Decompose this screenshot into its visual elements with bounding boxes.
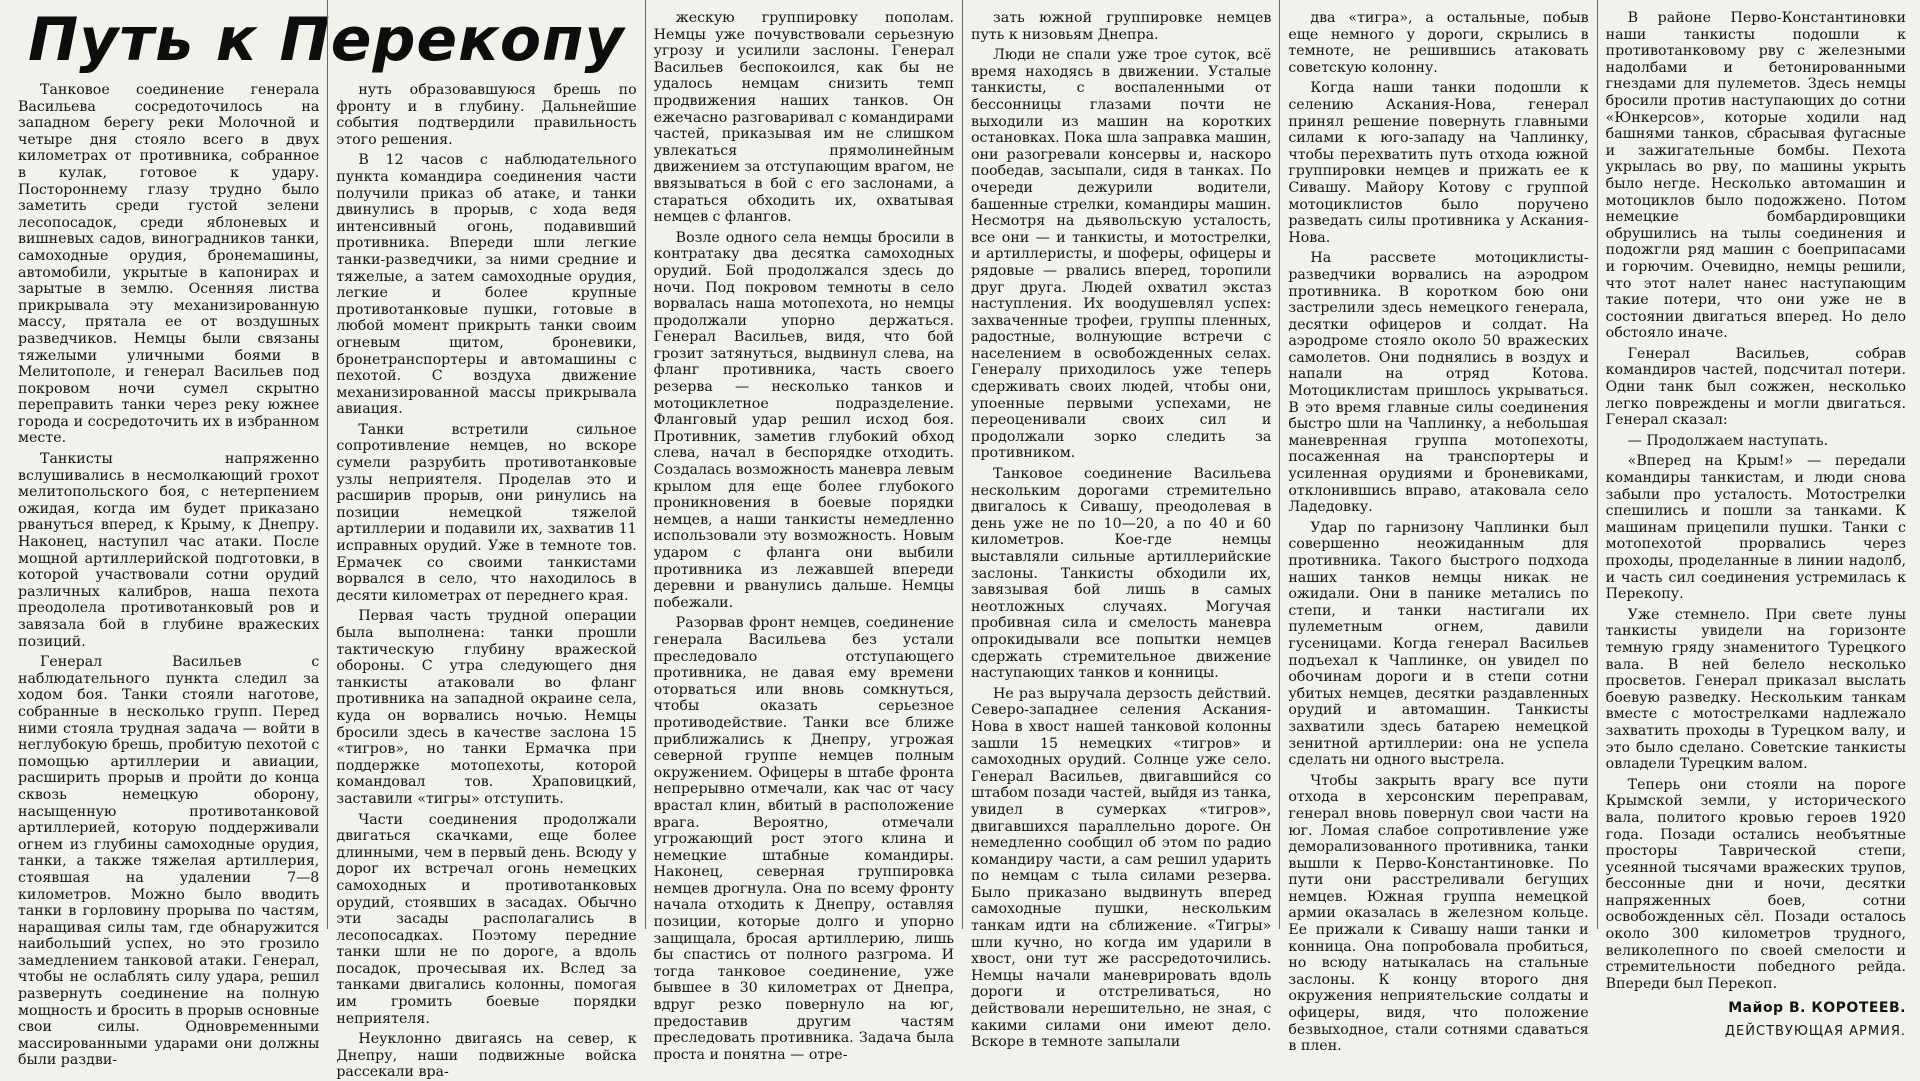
paragraph: жескую группировку пополам. Немцы уже почувствовали серьезную угрозу и усилили заслоны. Генерал Васильев беспокоился, как бы не удалось немцам снизить темп продвижения наших танков. Он ежечасно разговаривал с командирами частей, приказывая им не слишком увлекаться прямолинейным движением за отступающим врагом, не ввязываться в бой с его заслонами, а стараться обходить их, охватывая немцев с флангов. [653,10,954,226]
column-text [1606,10,1906,992]
paragraph: Люди не спали уже трое суток, всё время находясь в движении. Усталые танкисты, с воспаленными от бессонницы глазами почти не выходили из машин на коротких остановках. Пока шла заправка машин, они разогревали консервы и, наскоро пообедав, засыпали, сидя в танках. По очереди дежурили водители, башенные стрелки, командиры машин. Несмотря на дьявольскую усталость, все они — и танкисты, и мотострелки, и артиллеристы, и шоферы, офицеры и рядовые — рвались вперед, торопили друг друга. Людей охватил экстаз наступления. Их воодушевлял успех: захваченные трофеи, группы пленных, радостные, волнующие встречи с населением в освобожденных селах. Генералу приходилось уже теперь сдерживать своих людей, чтобы они, упоенные первыми успехами, не переоценивали своих сил и продолжали зорко следить за противником. [971,47,1272,462]
text-column-6 [1597,0,1914,1040]
paragraph: Танкисты напряженно вслушивались в несмолкающий грохот мелитопольского боя, с нетерпением ожидая, когда им будет приказано рвануться вперед, к Крыму, к Днепру. Наконец, наступил час атаки. После мощной артиллерийской подготовки, в которой участвовали сотни орудий различных калибров, наша пехота преодолела противотанковый ров и завязала бой в глубине вражеских позиций. [18,451,320,650]
paragraph: два «тигра», а остальные, побыв еще немного у дороги, скрылись в темноте, не решившись атаковать советскую колонну. [1288,10,1589,76]
column-text [971,10,1271,1051]
paragraph: «Вперед на Крым!» — передали командиры танкистам, и люди снова забыли про усталость. Мотострелки спешились и пошли за танками. К машинам прицепили пушки. Танки с мотопехотой прорвались через проходы, проделанные в линии надолб, и часть сил соединения устремилась к Перекопу. [1605,453,1906,603]
paragraph: Танковое соединение Васильева нескольким дорогами стремительно двигалось к Сивашу, преодолевая в день уже не по 10—20, а по 40 и 60 километров. Кое-где немцы выставляли сильные артиллерийские заслоны. Танкисты обходили их, завязывая бой лишь в самых неотложных случаях. Могучая пробивная сила и смелость маневра опрокидывали все попытки немцев сдержать стремительное движение наступающих танков и конницы. [971,466,1272,682]
paragraph: Когда наши танки подошли к селению Аскания-Нова, генерал принял решение повернуть главными силами к юго-западу на Чаплинку, чтобы перехватить путь отхода южной группировки немцев и прижать ее к Сивашу. Майору Котову с группой мотоциклистов было поручено разведать силы противника у Аскания-Нова. [1288,80,1589,246]
paragraph: Разорвав фронт немцев, соединение генерала Васильева без устали преследовало отступающего противника, не давая ему времени оторваться или вновь сомкнуться, чтобы оказать серьезное противодействие. Танки все ближе приближались к Днепру, угрожая северной группе немцев полным окружением. Офицеры в штабе фронта непрерывно отмечали, как час от часу врастал клин, вбитый в расположение врага. Вероятно, отмечали угрожающий рост этого клина и немецкие штабные командиры. Наконец, северная группировка немцев дрогнула. Она по всему фронту начала отходить к Днепру, оставляя позиции, которые долго и упорно защищала, бросая артиллерию, лишь бы спастись от полного разгрома. И тогда танковое соединение, уже бывшее в 30 километрах от Днепра, вдруг резко повернуло на юг, предоставив другим частям преследовать противника. Задача была проста и понятна — отре- [653,615,954,1063]
paragraph: Неуклонно двигаясь на север, к Днепру, наши подвижные войска рассекали вра- [336,1031,637,1081]
paragraph: Возле одного села немцы бросили в контратаку два десятка самоходных орудий. Бой продолжался здесь до ночи. Под покровом темноты в село ворвалась наша мотопехота, но немцы продолжали упорно держаться. Генерал Васильев, видя, что бой грозит затянуться, выдвинул слева, на фланг противника, часть своего резерва — несколько танков и мотоциклетное подразделение. Фланговый удар решил исход боя. Противник, заметив глубокий обход слева, начал в беспорядке отходить. Создалась возможность маневра левым крылом для еще более глубокого проникновения в боевые порядки немцев, а наши танкисты немедленно использовали эту возможность. Новым ударом с фланга они выбили противника из лежавшей впереди деревни и рванулись дальше. Немцы побежали. [653,229,954,611]
paragraph: Удар по гарнизону Чаплинки был совершенно неожиданным для противника. Такого быстрого подхода наших танков немцы никак не ожидали. Они в панике метались по степи, и танки настигали их пулеметным огнем, давили гусеницами. Когда генерал Васильев подъехал к Чаплинке, он увидел по обочинам дороги и в степи сотни убитых немцев, десятки раздавленных орудий и автомашин. Танкисты захватили здесь батарею немецкой зенитной артиллерии: она не успела сделать ни одного выстрела. [1288,519,1589,769]
text-column-3 [645,0,962,1063]
paragraph: нуть образовавшуюся брешь по фронту и в глубину. Дальнейшие события подтвердили правильность этого решения. [336,82,637,148]
author-signature: Майор В. КОРОТЕЕВ. [1728,1000,1906,1017]
paragraph: Танковое соединение генерала Васильева сосредоточилось на западном берегу реки Молочной и четыре дня стояло всего в двух километрах от противника, собранное в кулак, готовое к удару. Постороннему глазу трудно было заметить среди густой зелени лесопосадок, среди яблоневых и вишневых садов, виноградников танки, самоходные орудия, бронемашины, автомобили, укрытые в капонирах и зарытые в землю. Осенняя листва прикрывала эту механизированную массу, пряталa ее от воздушных разведчиков. Немцы были связаны тяжелыми уличными боями в Мелитополе, и генерал Васильев под покровом ночи сумел скрытно переправить танки через реку южнее города и сосредоточить их в избранном месте. [18,82,320,447]
paragraph: В 12 часов с наблюдательного пункта командира соединения части получили приказ об атаке, и танки двинулись в прорыв, с хода ведя интенсивный огонь, подавивший противника. Впереди шли легкие танки-разведчики, за ними средние и тяжелые, а затем самоходные орудия, легкие и более крупные противотанковые пушки, готовые в любой момент прикрыть танки своим огневым щитом, броневики, бронетранспортеры и автомашины с пехотой. С воздуха движение механизированной массы прикрывала авиация. [336,152,637,418]
article-headline: Путь к Перекопу [28,5,625,75]
paragraph: Не раз выручала дерзость действий. Северо-западнее селения Аскания-Нова в хвост нашей танковой колонны зашли 15 немецких «тигров» и самоходных орудий. Солнце уже село. Генерал Васильев, двигавшийся со штабом позади частей, выйдя из танка, увидел в сумерках «тигров», двигавшихся параллельно дороге. Он немедленно сообщил об этом по радио командиру части, а сам решил ударить по немцам с тыла силами резерва. Было приказано выдвинуть вперед самоходные пушки, нескольким танкам идти на сближение. «Тигры» шли кучно, но когда им ударили в хвост, они тут же рассредоточились. Немцы начали маневрировать вдоль дороги и отстреливаться, но действовали нерешительно, не зная, с какими силами они имеют дело. Вскоре в темноте запылали [971,685,1272,1051]
paragraph: Части соединения продолжали двигаться скачками, еще более длинными, чем в первый день. Всюду у дорог их встречал огонь немецких самоходных и противотанковых орудий, стоявших в засадах. Обычно эти засады располагались в лесопосадках. Поэтому передние танки шли не по дороге, а вдоль посадок, прочесывая их. Вслед за танками двигались колонны, помогая им громить боевые порядки неприятеля. [336,811,637,1027]
paragraph: Уже стемнело. При свете луны танкисты увидели на горизонте темную гряду знаменитого Турецкого вала. В ней белело несколько просветов. Генерал приказал выслать боевую разведку. Нескольким танкам вместе с мотострелками надлежало захватить проходы в Турецком валу, и это было сделано. Советские танкисты овладели Турецким валом. [1605,606,1906,773]
text-column-2 [327,0,644,1081]
paragraph: Первая часть трудной операции была выполнена: танки прошли тактическую глубину вражеской обороны. С утра следующего дня танкисты атаковали во фланг противника на западной окраине села, куда он ворвались ночью. Немцы бросили здесь в качестве заслона 15 «тигров», но танки Ермачка при поддержке мотопехоты, которой командовал тов. Храповицкий, заставили «тигры» отступить. [336,608,637,807]
paragraph: Генерал Васильев, собрав командиров частей, подсчитал потери. Одни танк был сожжен, несколько легко повреждены и могли двигаться. Генерал сказал: [1605,345,1906,429]
paragraph: На рассвете мотоциклисты-разведчики ворвались на аэродром противника. В коротком бою они застрелили здесь немецкого генерала, десятки офицеров и солдат. На аэродроме стояло около 50 вражеских самолетов. Они поднялись в воздух и напали на отряд Котова. Мотоциклистам пришлось укрываться. В это время главные силы соединения быстро шли на Чаплинку, а небольшая маневренная группа мотопехоты, посаженная на транспортеры и усиленная орудиями и броневиками, отклонившись вправо, атаковала село Ладедовку. [1288,250,1589,516]
article-columns [10,0,1914,1081]
paragraph: Танки встретили сильное сопротивление немцев, но вскоре сумели разрубить противотанковые узлы неприятеля. Проделав это и расширив прорыв, они ринулись на позиции немецкой тяжелой артиллерии и подавили их, захватив 11 исправных орудий. Уже в темноте тов. Ермачек со своими танкистами ворвался в село, что находилось в десяти километрах от переднего края. [336,421,637,604]
column-text [18,82,319,1069]
column-text [1288,10,1588,1055]
paragraph: В районе Перво-Константиновки наши танкисты подошли к противотанковому рву с железными надолбами и бетонированными гнездами для пулеметов. Здесь немцы бросили против наступающих до сотни «Юнкерсов», которые ходили над башнями танков, сбрасывая фугасные и зажигательные бомбы. Пехота укрылась во рву, по машины укрыть было негде. Несколько автомашин и мотоциклов было подожжено. Потом немецкие бомбардировщики обрушились на тылы соединения и подожгли ряд машин с боеприпасами и горючим. Очевидно, немцы решили, что этот налет нанес наступающим такие потери, что они уже не в состоянии двигаться вперед. Но дело обстояло иначе. [1605,10,1906,342]
paragraph: Теперь они стояли на пороге Крымской земли, у исторического вала, политого кровью героев 1920 года. Позади остались необъятные просторы Таврической степи, усеянной тысячами вражеских трупов, бессонные дни и ночи, десятки напряженных боев, сотни освобожденных сёл. Позади осталось около 300 километров трудного, великолепного по своей смелости и стремительности победного рейда. Впереди был Перекоп. [1605,776,1906,992]
text-column-1 [10,0,327,1069]
column-text [336,82,636,1081]
paragraph: Чтобы закрыть врагу все пути отхода в херсонским переправам, генерал вновь повернул свои части на юг. Ломая слабое сопротивление уже деморализованного противника, танки вышли к Перво-Константиновке. По пути они расстреливали бегущих немцев. Южная группа немецкой армии оказалась в железном кольце. Ее прижали к Сивашу наши танки и конница. Она попробовала пробиться, но всюду натыкалась на стальные заслоны. К концу второго дня окружения неприятельские солдаты и офицеры, видя, что положение безвыходное, стали сотнями сдаваться в плен. [1288,772,1589,1055]
text-column-4 [962,0,1279,1051]
paragraph: — Продолжаем наступать. [1627,432,1829,449]
text-column-5 [1279,0,1596,1055]
paragraph: Генерал Васильев с наблюдательного пункта следил за ходом боя. Танки стояли наготове, собранные в несколько групп. Перед ними стояла трудная задача — войти в неглубокую брешь, пробитую пехотой с помощью артиллерии и авиации, расширить прорыв и пройти до конца сквозь немецкую оборону, насыщенную противотанковой артиллерией, которую поддерживали огнем из глубины самоходные орудия, танки, а также тяжелая артиллерия, стоявшая на удалении 7—8 километров. Можно было вводить танки в горловину прорыва по частям, наращивая силы там, где обнаружится наибольший успех, но это грозило замедлением танковой атаки. Генерал, чтобы не ослаблять силу удара, решил развернуть соединение на полную мощность и бросить в прорыв основные свои силы. Одновременными массированными ударами они должны были раздви- [18,654,320,1069]
dateline: ДЕЙСТВУЮЩАЯ АРМИЯ. [1724,1024,1906,1040]
column-text [654,10,954,1063]
paragraph: зать южной группировке немцев путь к низовьям Днепра. [971,10,1272,43]
